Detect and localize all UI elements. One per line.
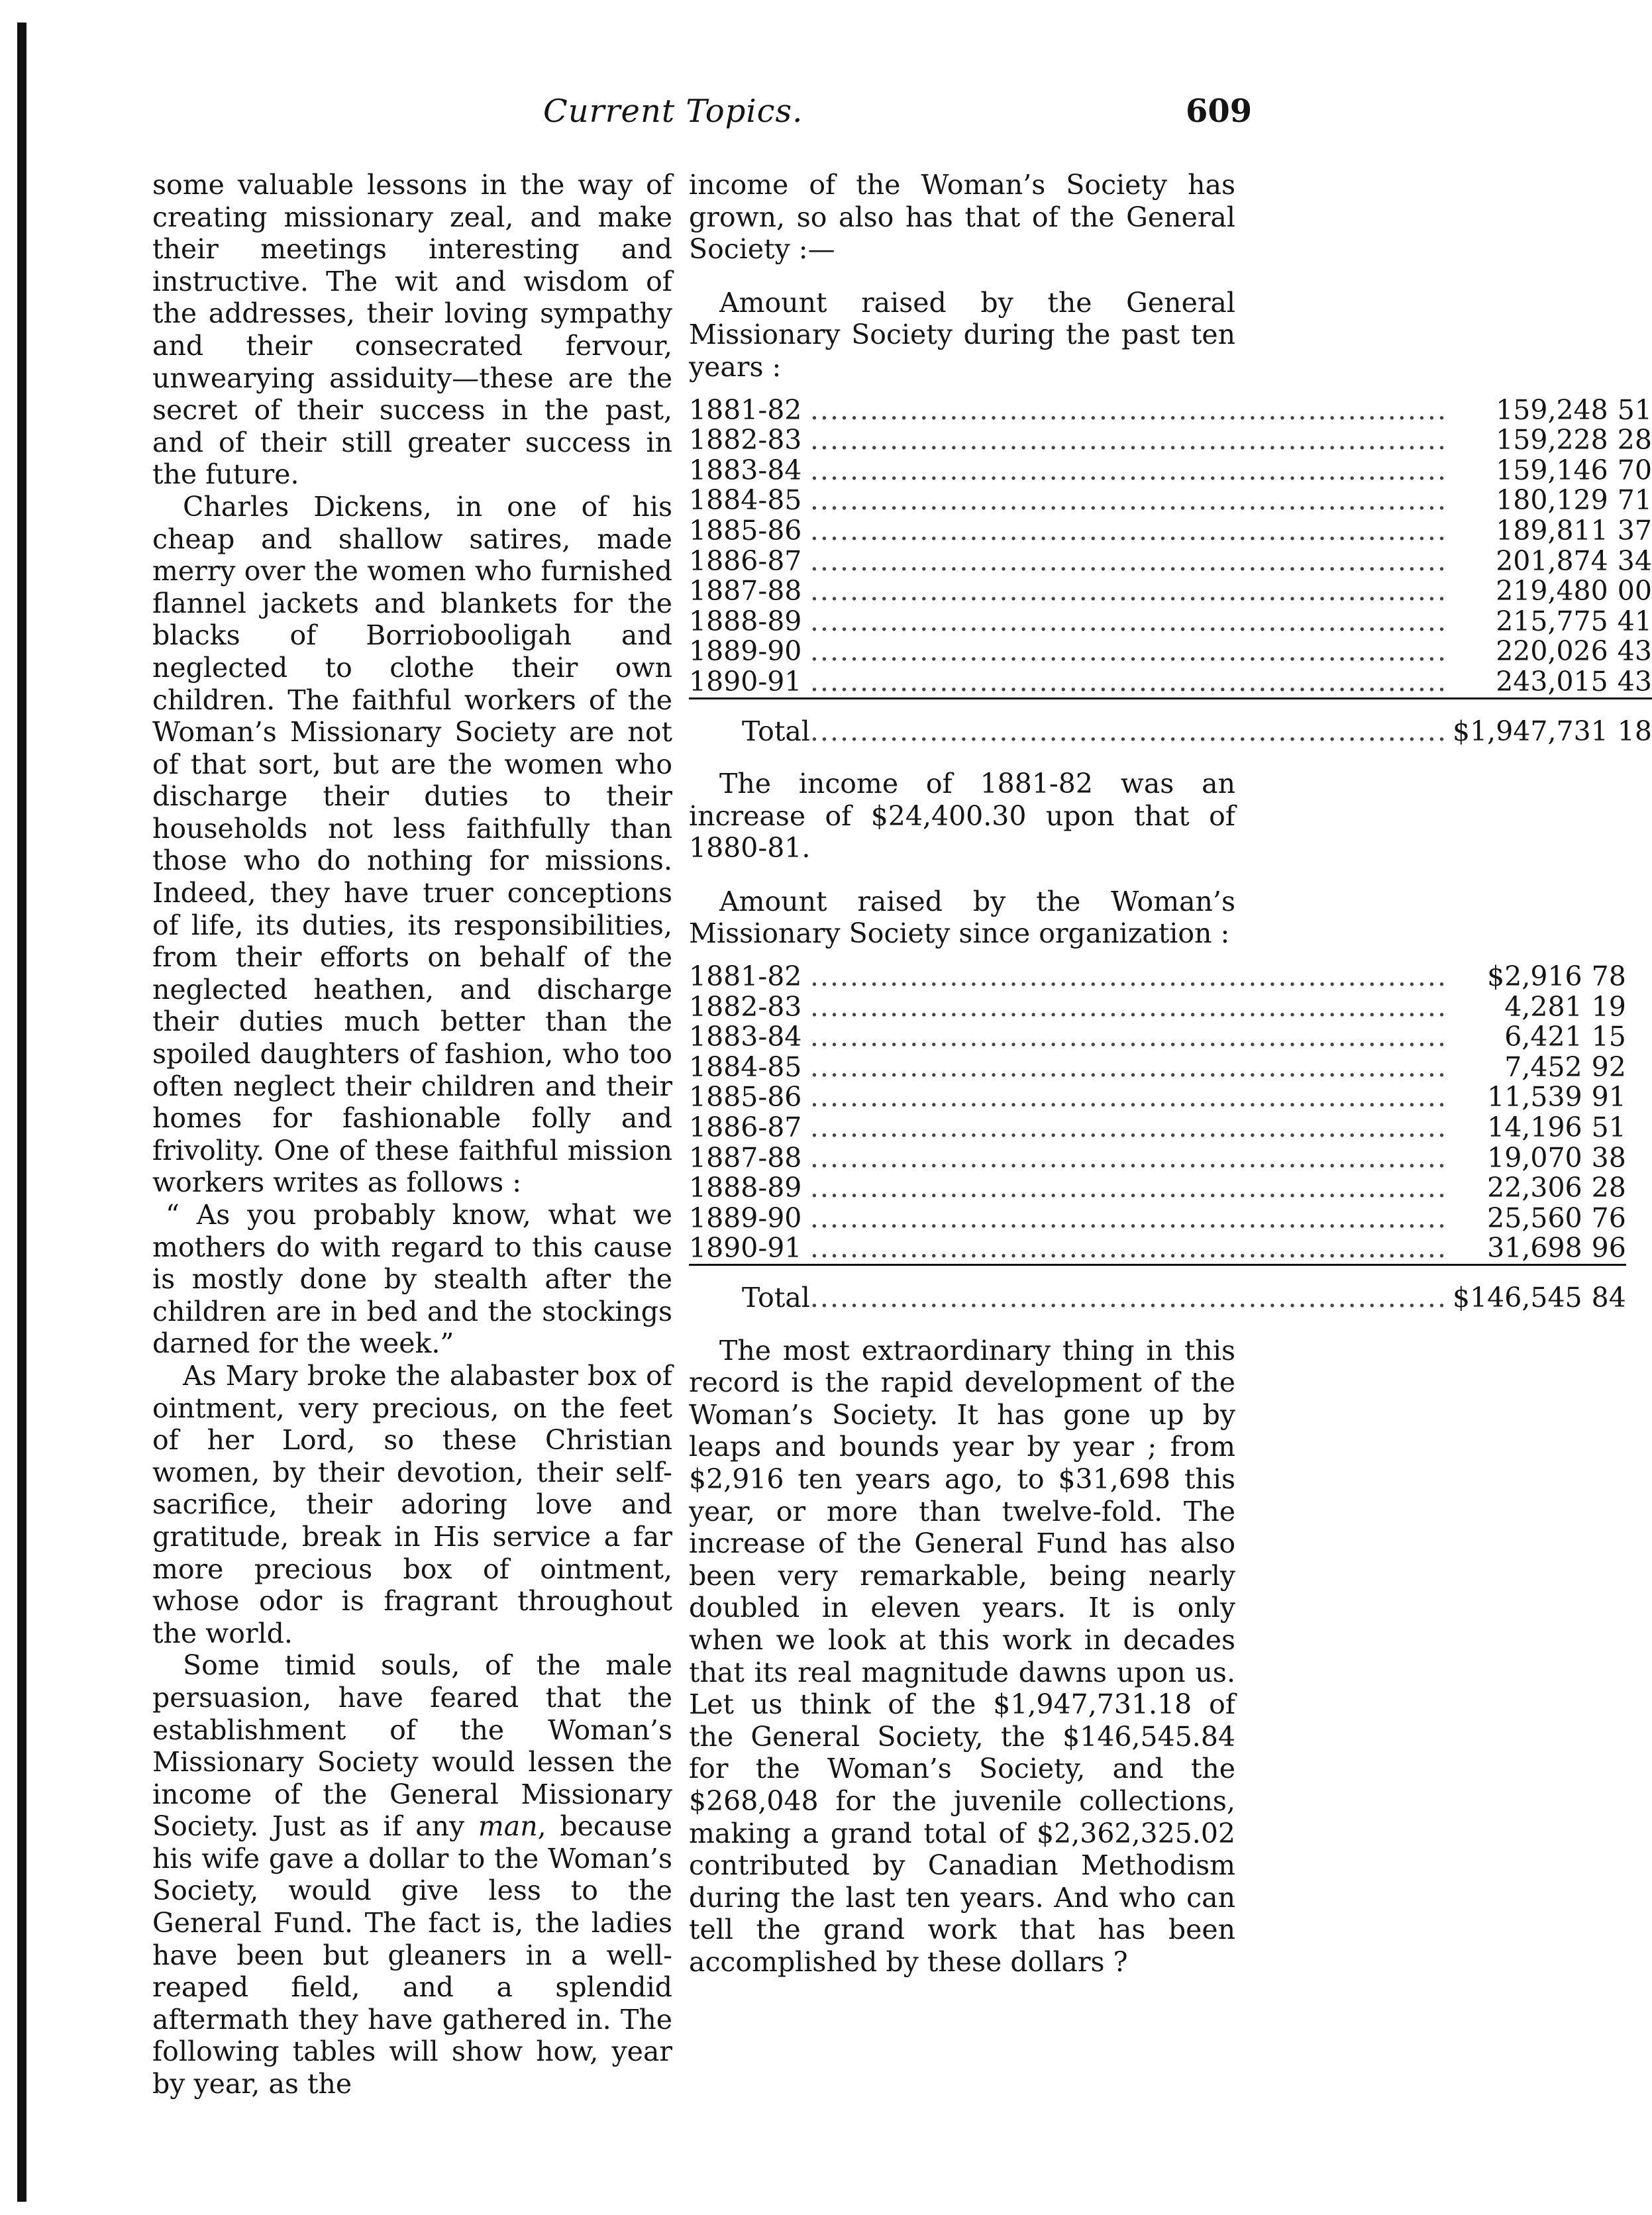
dollars-cell: 7,452 xyxy=(1504,1051,1582,1083)
dollars-cell: 189,811 xyxy=(1496,514,1608,546)
dollars-cell: 180,129 xyxy=(1496,484,1608,517)
table-row xyxy=(689,576,1652,607)
table-heading: Amount raised by the General Missionary Society during the past ten years : xyxy=(689,286,1235,383)
table-row xyxy=(689,1113,1626,1143)
dollars-cell: 159,146 xyxy=(1496,454,1608,486)
table-row xyxy=(689,395,1652,426)
cents-cell: 00 xyxy=(1617,575,1652,607)
leader-dots xyxy=(810,1022,1447,1053)
cents-cell: 28 xyxy=(1591,1172,1626,1204)
year-cell: 1890-91 xyxy=(689,665,802,697)
table-row xyxy=(689,1053,1626,1083)
leader-dots xyxy=(810,1233,1447,1264)
leader-dots xyxy=(810,395,1447,426)
cents-cell: 41 xyxy=(1617,605,1652,637)
italic-word: man xyxy=(478,1810,538,1843)
paragraph: Charles Dickens, in one of his cheap and shallow satires, made merry over the women who furnished flannel jackets and blankets for the blacks of Borriobooligah and neglected to clothe their own children. The faithful workers of the Woman’s Missionary Society are not of that sort, but are the women who discharge their duties to their households not less faithfully than those who do nothing for missions. Indeed, they have truer conceptions of life, its duties, its responsibilities, from their efforts on behalf of the neglected heathen, and discharge their duties much better than the spoiled daughters of fashion, who too often neglect their children and their homes for fashionable folly and frivolity. One of these faithful mission workers writes as follows : xyxy=(152,490,672,1199)
binding-edge xyxy=(17,23,26,2202)
year-cell: 1887-88 xyxy=(689,575,802,607)
year-cell: 1883-84 xyxy=(689,1021,802,1053)
leader-dots xyxy=(810,1143,1447,1174)
dollars-cell: 159,228 xyxy=(1496,424,1608,456)
dollars-cell: 215,775 xyxy=(1496,605,1608,637)
leader-dots xyxy=(810,962,1447,992)
table-row xyxy=(689,516,1652,546)
total-cents: 84 xyxy=(1591,1282,1626,1314)
dollars-cell: 14,196 xyxy=(1487,1111,1582,1144)
text-run: Some timid souls, of the male persuasion, have feared that the establishment of the Woman’s Missionary Society would lessen the income of the General Missionary Society. Just as if any xyxy=(152,1649,672,1843)
leader-dots xyxy=(810,1113,1447,1143)
running-title: Current Topics. xyxy=(543,93,803,130)
paragraph: As Mary broke the alabaster box of ointment, very precious, on the feet of her Lord, so these Christian women, by their devotion, their self-sacrifice, their adoring love and gratitude, break in His service a far more precious box of ointment, whose odor is fragrant throughout the world. xyxy=(152,1359,672,1649)
year-cell: 1889-90 xyxy=(689,1202,802,1234)
dollars-cell: $2,916 xyxy=(1487,960,1582,993)
table-row xyxy=(689,1204,1626,1234)
year-cell: 1881-82 xyxy=(689,960,802,993)
leader-dots xyxy=(810,637,1447,667)
cents-cell: 15 xyxy=(1591,1021,1626,1053)
dollars-cell: 4,281 xyxy=(1504,990,1582,1023)
year-cell: 1882-83 xyxy=(689,424,802,456)
dollars-cell: 11,539 xyxy=(1487,1081,1582,1113)
dollars-cell: 22,306 xyxy=(1487,1172,1582,1204)
leader-dots xyxy=(810,1053,1447,1083)
leader-dots xyxy=(810,516,1447,546)
year-cell: 1884-85 xyxy=(689,1051,802,1083)
table-row xyxy=(689,1233,1626,1264)
paragraph xyxy=(152,1649,672,2100)
year-cell: 1885-86 xyxy=(689,514,802,546)
general-society-table xyxy=(689,395,1652,747)
dollars-cell: 19,070 xyxy=(1487,1141,1582,1174)
table-row xyxy=(689,667,1652,698)
leader-dots xyxy=(810,486,1447,516)
cents-cell: 70 xyxy=(1617,454,1652,486)
year-cell: 1890-91 xyxy=(689,1232,802,1264)
cents-cell: 34 xyxy=(1617,544,1652,577)
table-row xyxy=(689,1082,1626,1113)
dollars-cell: 243,015 xyxy=(1496,665,1608,697)
cents-cell: 51 xyxy=(1591,1111,1626,1144)
table-row xyxy=(689,425,1652,456)
table-row xyxy=(689,1022,1626,1053)
table-row xyxy=(689,486,1652,516)
leader-dots xyxy=(810,456,1447,486)
year-cell: 1887-88 xyxy=(689,1141,802,1174)
year-cell: 1882-83 xyxy=(689,990,802,1023)
leader-dots xyxy=(810,607,1447,637)
dollars-cell: 31,698 xyxy=(1487,1232,1582,1264)
table-row xyxy=(689,456,1652,486)
cents-cell: 51 xyxy=(1617,393,1652,426)
cents-cell: 92 xyxy=(1591,1051,1626,1083)
leader-dots xyxy=(810,1173,1447,1204)
total-row xyxy=(689,1266,1626,1314)
total-label: Total xyxy=(742,715,810,747)
total-dollars: $1,947,731 xyxy=(1452,715,1608,747)
paragraph: The most extraordinary thing in this record is the rapid development of the Woman’s Society. It has gone up by leaps and bounds year by year ; from $2,916 ten years ago, to $31,698 this year, or more than twelve-fold. The increase of the General Fund has also been very remarkable, being nearly doubled in eleven years. It is only when we look at this work in decades that its real magnitude dawns upon us. Let us think of the $1,947,731.18 of the General Society, the $146,545.84 for the Woman’s Society, and the $268,048 for the juvenile collections, making a grand total of $2,362,325.02 contributed by Canadian Methodism during the last ten years. And who can tell the grand work that has been accomplished by these dollars ? xyxy=(689,1334,1235,1978)
year-cell: 1883-84 xyxy=(689,454,802,486)
table-row xyxy=(689,607,1652,637)
year-cell: 1885-86 xyxy=(689,1081,802,1113)
year-cell: 1888-89 xyxy=(689,605,802,637)
cents-cell: 43 xyxy=(1617,635,1652,668)
leader-dots xyxy=(810,1204,1447,1234)
paragraph: income of the Woman’s Society has grown, so also has that of the General Society :— xyxy=(689,169,1235,266)
table-row xyxy=(689,546,1652,577)
table-row xyxy=(689,962,1626,992)
table-row xyxy=(689,637,1652,667)
table-heading: Amount raised by the Woman’s Missionary Society since organization : xyxy=(689,885,1235,950)
leader-dots xyxy=(810,546,1447,577)
woman-society-table xyxy=(689,962,1626,1314)
table-row xyxy=(689,1143,1626,1174)
table-row xyxy=(689,1173,1626,1204)
cents-cell: 28 xyxy=(1617,424,1652,456)
paragraph: The income of 1881-82 was an increase of $24,400.30 upon that of 1880-81. xyxy=(689,768,1235,864)
leader-dots xyxy=(810,576,1447,607)
year-cell: 1886-87 xyxy=(689,1111,802,1144)
left-column xyxy=(152,169,672,2100)
page-number: 609 xyxy=(1186,93,1253,130)
year-cell: 1886-87 xyxy=(689,544,802,577)
dollars-cell: 6,421 xyxy=(1504,1021,1582,1053)
right-column xyxy=(689,169,1652,1978)
dollars-cell: 201,874 xyxy=(1496,544,1608,577)
cents-cell: 76 xyxy=(1591,1202,1626,1234)
total-dollars: $146,545 xyxy=(1452,1282,1582,1314)
leader-dots xyxy=(810,425,1447,456)
cents-cell: 43 xyxy=(1617,665,1652,697)
year-cell: 1889-90 xyxy=(689,635,802,668)
dollars-cell: 25,560 xyxy=(1487,1202,1582,1234)
total-label: Total xyxy=(742,1282,810,1314)
leader-dots xyxy=(810,1082,1447,1113)
quotation: “ As you probably know, what we mothers do with regard to this cause is mostly done by stealth after the children are in bed and the stockings darned for the week.” xyxy=(152,1199,672,1360)
total-row xyxy=(689,699,1652,747)
total-cents: 18 xyxy=(1617,715,1652,747)
cents-cell: 71 xyxy=(1617,484,1652,517)
cents-cell: 37 xyxy=(1617,514,1652,546)
dollars-cell: 220,026 xyxy=(1496,635,1608,668)
running-head xyxy=(0,93,1336,146)
cents-cell: 78 xyxy=(1591,960,1626,993)
year-cell: 1888-89 xyxy=(689,1172,802,1204)
cents-cell: 91 xyxy=(1591,1081,1626,1113)
year-cell: 1881-82 xyxy=(689,393,802,426)
cents-cell: 96 xyxy=(1591,1232,1626,1264)
dollars-cell: 219,480 xyxy=(1496,575,1608,607)
table-row xyxy=(689,992,1626,1023)
cents-cell: 19 xyxy=(1591,990,1626,1023)
leader-dots xyxy=(810,667,1447,698)
text-run: , because his wife gave a dollar to the Woman’s Society, would give less to the General Fund. The fact is, the ladies have been but gleaners in a well-reaped field, and a splendid aftermath they have gathered in. The following tables will show how, year by year, as the xyxy=(152,1810,672,2100)
dollars-cell: 159,248 xyxy=(1496,393,1608,426)
leader-dots xyxy=(810,992,1447,1023)
cents-cell: 38 xyxy=(1591,1141,1626,1174)
paragraph: some valuable lessons in the way of creating missionary zeal, and make their meetings interesting and instructive. The wit and wisdom of the addresses, their loving sympathy and their consecrated fervour, unwearying assiduity—these are the secret of their success in the past, and of their still greater success in the future. xyxy=(152,169,672,491)
year-cell: 1884-85 xyxy=(689,484,802,517)
